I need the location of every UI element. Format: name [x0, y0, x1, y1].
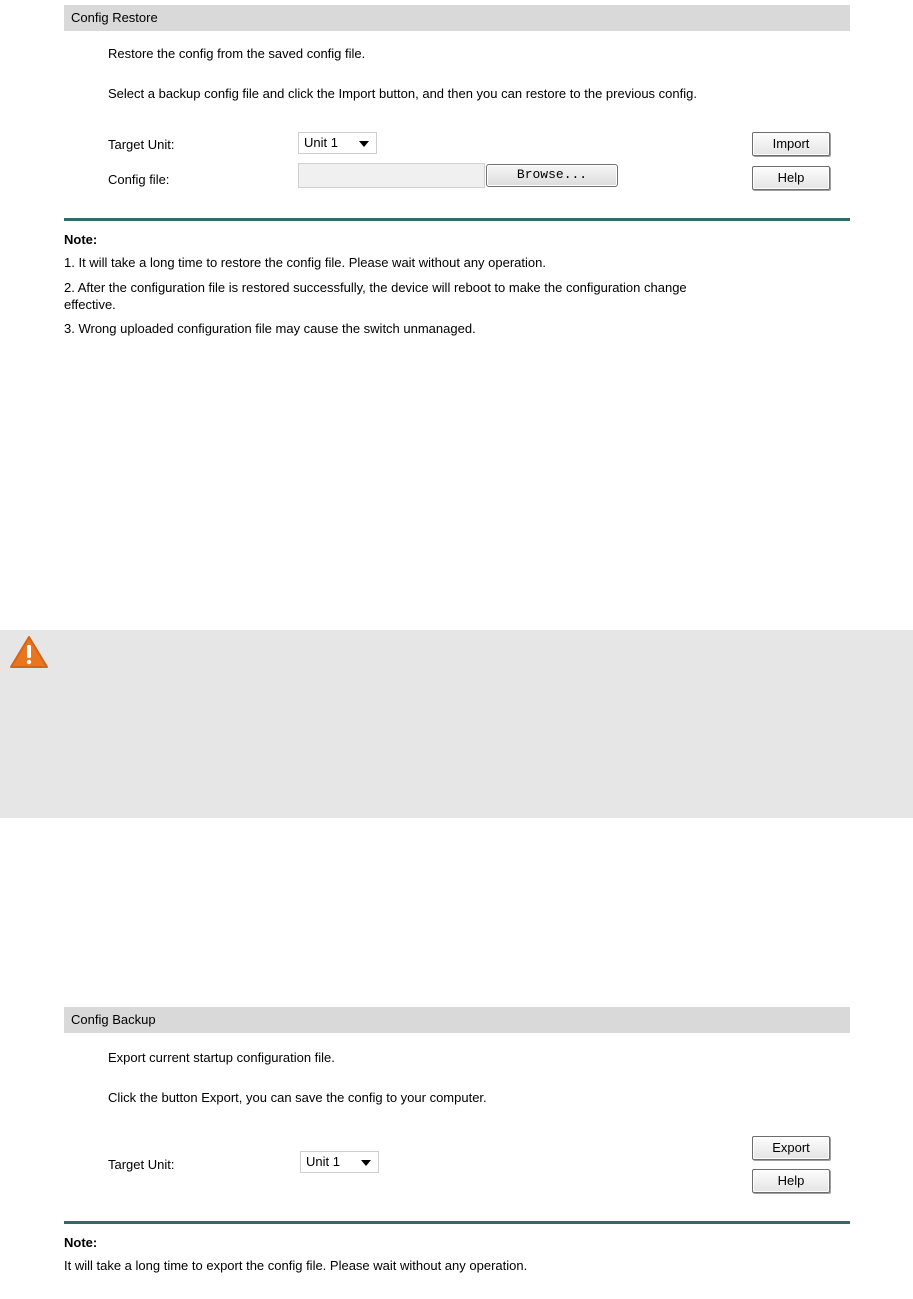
backup-note-title: Note:	[64, 1235, 98, 1250]
config-file-input[interactable]	[298, 163, 485, 188]
backup-instructions: Click the button Export, you can save the config to your computer.	[108, 1090, 487, 1105]
config-file-label: Config file:	[108, 172, 170, 187]
backup-help-button[interactable]: Help	[752, 1169, 830, 1193]
restore-separator	[64, 218, 850, 221]
config-backup-header	[64, 1007, 850, 1033]
restore-note-title: Note:	[64, 232, 98, 247]
chevron-down-icon	[359, 141, 369, 147]
import-button[interactable]: Import	[752, 132, 830, 156]
config-restore-header	[64, 5, 850, 31]
backup-description: Export current startup configuration file.	[108, 1050, 335, 1065]
restore-target-unit-label: Target Unit:	[108, 137, 175, 152]
restore-note-2-cont: effective.	[64, 297, 116, 312]
backup-separator	[64, 1221, 850, 1224]
backup-target-unit-value: Unit 1	[306, 1154, 340, 1169]
config-backup-title: Config Backup	[71, 1012, 156, 1027]
warning-icon	[8, 634, 50, 670]
backup-note: It will take a long time to export the config file. Please wait without any operation.	[64, 1258, 528, 1273]
config-restore-title: Config Restore	[71, 10, 158, 25]
restore-target-unit-select[interactable]	[298, 132, 377, 154]
restore-help-button[interactable]: Help	[752, 166, 830, 190]
warning-box	[0, 630, 913, 818]
chevron-down-icon	[361, 1160, 371, 1166]
restore-note-3: 3. Wrong uploaded configuration file may cause the switch unmanaged.	[64, 321, 476, 336]
export-button[interactable]: Export	[752, 1136, 830, 1160]
restore-note-1: 1. It will take a long time to restore the config file. Please wait without any operation.	[64, 255, 546, 270]
restore-target-unit-value: Unit 1	[304, 135, 338, 150]
backup-target-unit-label: Target Unit:	[108, 1157, 175, 1172]
browse-button[interactable]: Browse...	[486, 164, 618, 187]
restore-instructions: Select a backup config file and click the Import button, and then you can restore to the previous config.	[108, 86, 697, 101]
backup-target-unit-select[interactable]	[300, 1151, 379, 1173]
restore-note-2: 2. After the configuration file is restored successfully, the device will reboot to make the configuration change	[64, 280, 687, 295]
restore-description: Restore the config from the saved config file.	[108, 46, 366, 61]
